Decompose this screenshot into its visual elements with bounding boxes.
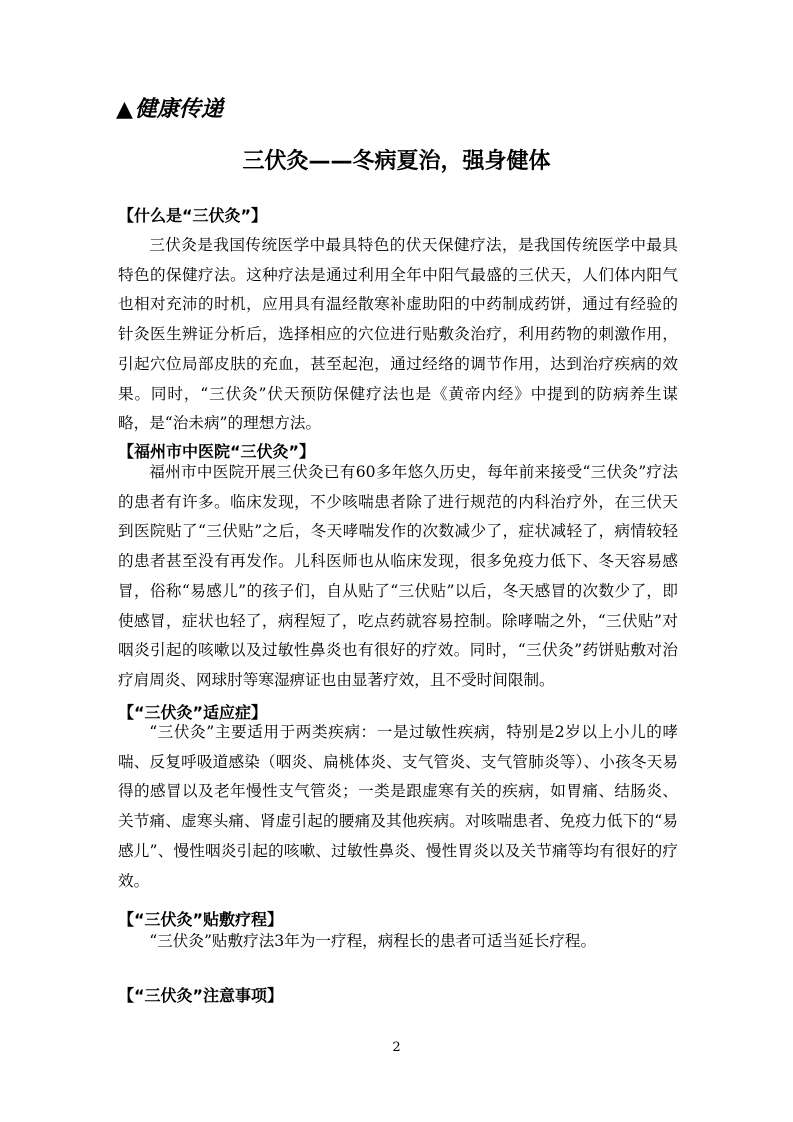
triangle-icon: ▲ xyxy=(116,97,133,122)
section-body-indications: “三伏灸”主要适用于两类疾病：一是过敏性疾病，特别是2岁以上小儿的哮喘、反复呼吸道感染（咽炎、扁桃体炎、支气管炎、支气管肺炎等）、小孩冬天易得的感冒以及老年慢性支气管炎；一类是跟虚寒有关的疾病，如胃痛、结肠炎、关节痛、虚寒头痛、肾虚引起的腰痛及其他疾病。对咳喘患者、免疫力低下的“易感儿”、慢性咽炎引起的咳嗽、过敏性鼻炎、慢性胃炎以及关节痛等均有很好的疗效。 xyxy=(118,723,678,890)
section-body-fuzhou-hospital: 福州市中医院开展三伏灸已有60多年悠久历史，每年前来接受“三伏灸”疗法的患者有许多。临床发现，不少咳喘患者除了进行规范的内科治疗外，在三伏天到医院贴了“三伏贴”之后，冬天哮喘发作的次数减少了，症状减轻了，病情较轻的患者甚至没有再发作。儿科医师也从临床发现，很多免疫力低下、冬天容易感冒，俗称“易感儿”的孩子们，自从贴了“三伏贴”以后，冬天感冒的次数少了，即使感冒，症状也轻了，病程短了，吃点药就容易控制。除哮喘之外，“三伏贴”对咽炎引起的咳嗽以及过敏性鼻炎也有很好的疗效。同时，“三伏灸”药饼贴敷对治疗肩周炎、网球肘等寒湿痹证也由显著疗效，且不受时间限制。 xyxy=(118,463,678,689)
section-heading-fuzhou-hospital: 【福州市中医院“三伏灸”】 xyxy=(118,442,316,461)
section-body-what-is: 三伏灸是我国传统医学中最具特色的伏天保健疗法，是我国传统医学中最具特色的保健疗法。这种疗法是通过利用全年中阳气最盛的三伏天，人们体内阳气也相对充沛的时机，应用具有温经散寒补虚助阳的中药制成药饼，通过有经验的针灸医生辨证分析后，选择相应的穴位进行贴敷灸治疗，利用药物的刺激作用，引起穴位局部皮肤的充血，甚至起泡，通过经络的调节作用，达到治疗疾病的效果。同时，“三伏灸”伏天预防保健疗法也是《黄帝内经》中提到的防病养生谋略，是“治未病”的理想方法。 xyxy=(118,236,678,433)
page-title: 三伏灸——冬病夏治，强身健体 xyxy=(242,149,551,174)
section-heading-what-is: 【什么是“三伏灸”】 xyxy=(118,206,268,225)
section-tag-label: 健康传递 xyxy=(134,97,223,122)
section-heading-precautions: 【“三伏灸”注意事项】 xyxy=(118,986,284,1005)
page-number: 2 xyxy=(392,1040,401,1055)
section-tag xyxy=(116,96,223,124)
section-body-treatment-course: “三伏灸”贴敷疗法3年为一疗程，病程长的患者可适当延长疗程。 xyxy=(149,932,597,950)
section-heading-indications: 【“三伏灸”适应症】 xyxy=(118,703,268,722)
section-heading-treatment-course: 【“三伏灸”贴敷疗程】 xyxy=(118,910,284,929)
